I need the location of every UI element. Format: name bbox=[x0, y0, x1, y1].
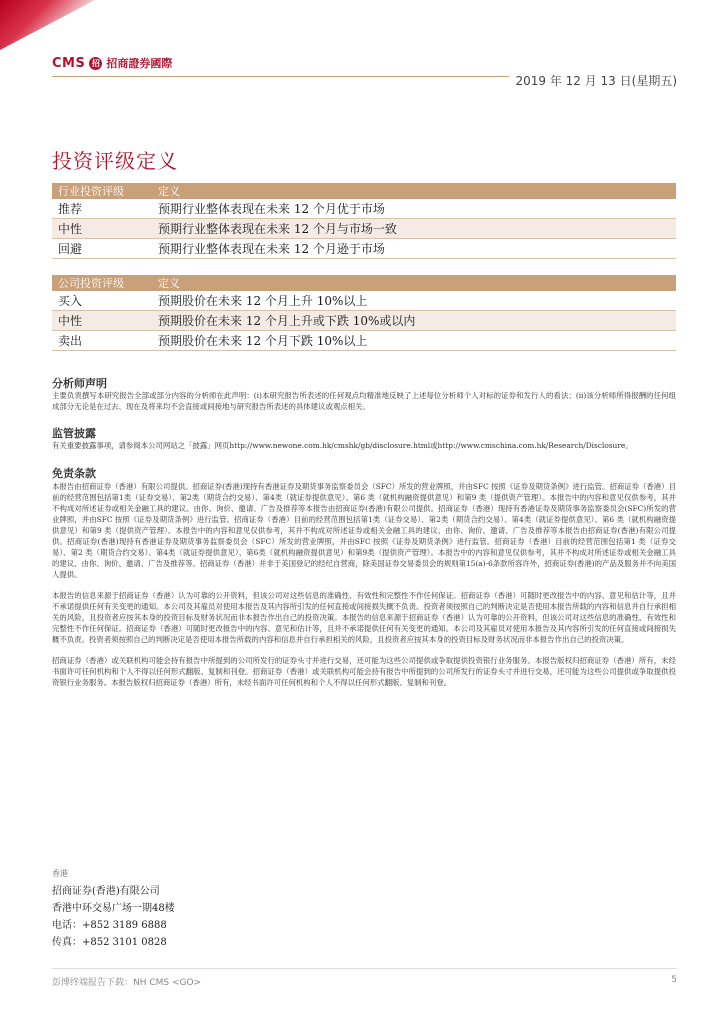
regulatory-text bbox=[52, 440, 676, 451]
rating-label: 推荐 bbox=[52, 199, 152, 219]
address-line: 电话：+852 3189 6888 bbox=[52, 920, 167, 931]
disclaimer-text bbox=[52, 481, 676, 688]
rating-label: 卖出 bbox=[52, 331, 152, 351]
table-row bbox=[52, 311, 676, 331]
rating-definition: 预期股价在未来 12 个月上升 10%以上 bbox=[152, 291, 676, 311]
table-row bbox=[52, 239, 676, 259]
disclaimer-heading: 免责条款 bbox=[52, 467, 96, 480]
address-line: 招商证券(香港)有限公司 bbox=[52, 886, 160, 897]
address-line: 香港中环交易广场一期48楼 bbox=[52, 903, 175, 914]
table-row bbox=[52, 199, 676, 219]
footer-rule bbox=[52, 968, 677, 969]
table-row bbox=[52, 331, 676, 351]
office-address bbox=[52, 868, 175, 951]
regulatory-paragraph: 有关重要披露事项，请参阅本公司网站之「披露」网页http://www.newone.com.hk/cmshk/gb/disclosure.html或http://www.cmschina.com.hk/Research/Disclosure。 bbox=[52, 441, 633, 450]
table-header-cell: 定义 bbox=[152, 275, 676, 291]
rating-definition: 预期行业整体表现在未来 12 个月与市场一致 bbox=[152, 219, 676, 239]
analyst-heading: 分析师声明 bbox=[52, 377, 107, 390]
table-header-row bbox=[52, 275, 676, 291]
rating-definition: 预期行业整体表现在未来 12 个月优于市场 bbox=[152, 199, 676, 219]
footer-bloomberg: 彭博终端报告下载：NH CMS <GO> bbox=[52, 978, 202, 988]
rating-definition: 预期股价在未来 12 个月下跌 10%以上 bbox=[152, 331, 676, 351]
rating-definition: 预期股价在未来 12 个月上升或下跌 10%或以内 bbox=[152, 311, 676, 331]
table-row bbox=[52, 219, 676, 239]
regulatory-heading: 监管披露 bbox=[52, 427, 96, 440]
company-logo bbox=[52, 55, 172, 71]
rating-label: 中性 bbox=[52, 219, 152, 239]
disclaimer-paragraph: 招商证券（香港）或关联机构可能会持有报告中所提到的公司所发行的证券头寸并进行交易，还可能为这些公司提供或争取提供投资银行业务服务。本报告版权归招商证券（香港）所有，未经书面许可任何机构和个人不得以任何形式翻版、复制和刊登。招商证券（香港）或关联机构可能会持有报告中所提到的公司所发行的证券头寸并进行交易，还可能为这些公司提供或争取提供投资银行业务服务。本报告版权归招商证券（香港）所有，未经书面许可任何机构和个人不得以任何形式翻版、复制和刊登。 bbox=[52, 656, 676, 687]
logo-text: CMS bbox=[52, 55, 86, 71]
table-row bbox=[52, 291, 676, 311]
page-title: 投资评级定义 bbox=[52, 149, 178, 173]
table-header-cell: 定义 bbox=[152, 183, 676, 199]
company-rating-table bbox=[52, 275, 676, 351]
address-heading: 香港 bbox=[52, 869, 68, 878]
rating-label: 买入 bbox=[52, 291, 152, 311]
logo-cn-text: 招商證券國際 bbox=[106, 57, 173, 70]
rating-label: 回避 bbox=[52, 239, 152, 259]
table-header-row bbox=[52, 183, 676, 199]
analyst-text bbox=[52, 390, 676, 412]
analyst-paragraph: 主要负责撰写本研究报告全部或部分内容的分析师在此声明：(i)本研究报告所表述的任何观点均精准地反映了上述每位分析师个人对标的证券和发行人的看法；(ii)该分析师所得报酬的任何组成部分无论是在过去、现在及将来均不会直接或间接地与研究报告所表述的具体建议或观点相关。 bbox=[52, 391, 676, 411]
table-header-cell: 公司投资评级 bbox=[52, 275, 152, 291]
logo-mark-icon: 招 bbox=[89, 57, 102, 70]
address-line: 传真：+852 3101 0828 bbox=[52, 937, 167, 948]
disclaimer-paragraph: 本报告的信息来源于招商证券（香港）认为可靠的公开资料，但该公司对这些信息的准确性、有效性和完整性不作任何保证。招商证券（香港）可随时更改报告中的内容、意见和估计等，且并不承诺提供任何有关变更的通知。本公司及其雇员对使用本报告及其内容所引发的任何直接或间接损失概不负责。投资者须按照自己的判断决定是否使用本报告所载的内容和信息并自行承担相关的风险，且投资者应按其本身的投资目标及财务状况而非本报告作出自己的投资决策。本报告的信息来源于招商证券（香港）认为可靠的公开资料，但该公司对这些信息的准确性、有效性和完整性不作任何保证。招商证券（香港）可随时更改报告中的内容、意见和估计等，且并不承诺提供任何有关变更的通知。本公司及其雇员对使用本报告及其内容所引发的任何直接或间接损失概不负责。投资者须按照自己的判断决定是否使用本报告所载的内容和信息并自行承担相关的风险，且投资者应按其本身的投资目标及财务状况而非本报告作出自己的投资决策。 bbox=[52, 591, 676, 644]
report-date: 2019 年 12 月 13 日(星期五) bbox=[509, 72, 677, 89]
corner-decoration bbox=[0, 0, 95, 50]
disclaimer-paragraph: 本报告由招商证券（香港）有限公司提供。招商证券(香港)现持有香港证券及期货事务监察委员会（SFC）所发的营业牌照，并由SFC 按照《证券及期货条例》进行监管。招商证券（香港）目前的经营范围包括第1类（证券交易）、第2类（期货合约交易）、第4类（就证券提供意见）、第6 类（就机构融资提供意见）和第9 类（提供资产管理）。本报告中的内容和意见仅供参考，其并不构成对所述证券或相关金融工具的建议。由你、询价、邀请、广告及推荐等本报告由招商证券(香港)有限公司提供。招商证券（香港）现持有香港证券及期货事务监察委员会(SFC)所发的营业牌照，并由SFC 按照《证券及期货条例》进行监管。招商证券（香港）目前的经营范围包括第1类（证券交易）、第2类（期货合约交易）、第4类（就证券提供意见）、第6 类（就机构融资提供意见）和第9 类（提供资产管理）。本报告中的内容和意见仅供参考，其并不构成对所述证券或相关金融工具的建议、由你、询价、邀请、广告及推荐等本报告由招商证券(香港)有限公司提供。招商证券(香港)现持有香港证券及期货事务监察委员会（SFC）所发的营业牌照，并由SFC 按照《证券及期货条例》进行监管。招商证券（香港）目前的经营范围包括第1 类（证券交易）、第2 类（期货合约交易）、第4类（就证券提供意见）、第6类（就机构融资提供意见）和第9类（提供资产管理）。本报告中的内容和意见仅供参考，其并不构成对所述证券或相关金融工具的建议、由你、询价、邀请、广告及推荐等。招商证券（香港）并非于美国登记的经纪自营商，除美国证券交易委员会的规则第15(a)-6条款所容许外，招商证券(香港)的产品及服务并不向美国人提供。 bbox=[52, 482, 676, 579]
industry-rating-table bbox=[52, 183, 676, 259]
page-number: 5 bbox=[671, 975, 677, 985]
rating-label: 中性 bbox=[52, 311, 152, 331]
table-header-cell: 行业投资评级 bbox=[52, 183, 152, 199]
rating-definition: 预期行业整体表现在未来 12 个月逊于市场 bbox=[152, 239, 676, 259]
